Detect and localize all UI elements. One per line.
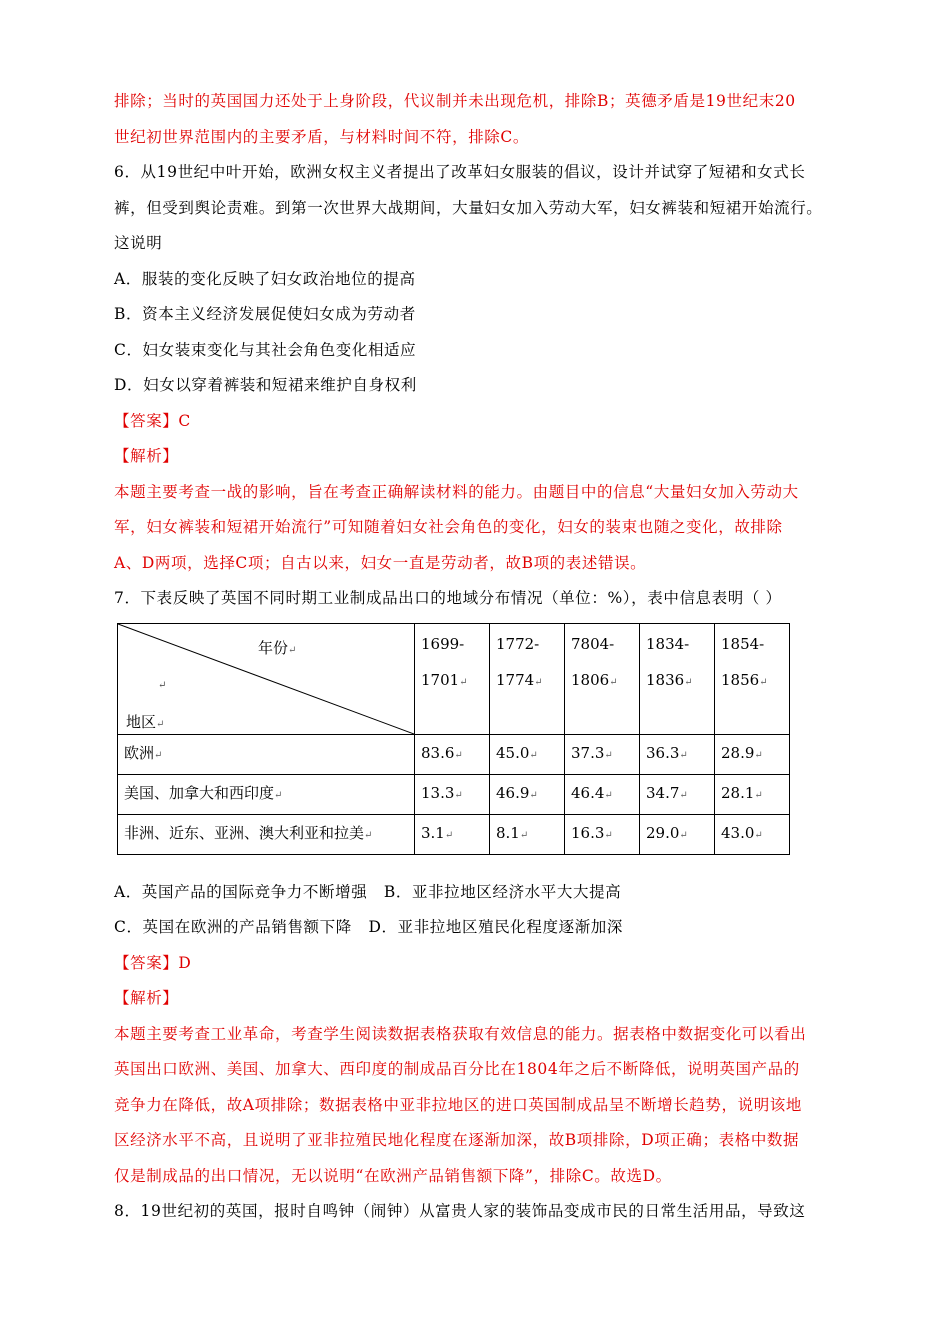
- q6-answer-label: 【答案】: [114, 411, 179, 430]
- q7-analysis-line-1: 本题主要考查工业革命，考查学生阅读数据表格获取有效信息的能力。据表格中数据变化可以看出: [114, 1024, 807, 1043]
- value-cell: 3.1↵: [415, 814, 490, 854]
- table-header-row: [118, 623, 790, 734]
- region-cell: 非洲、近东、亚洲、澳大利亚和拉美↵: [118, 814, 415, 854]
- value-cell: 36.3↵: [640, 734, 715, 774]
- q7-analysis-line-2: 英国出口欧洲、美国、加拿大、西印度的制成品百分比在1804年之后不断降低，说明英国产品的: [114, 1060, 800, 1078]
- region-cell: 美国、加拿大和西印度↵: [118, 774, 415, 814]
- question-6: [114, 155, 844, 581]
- question-8: [114, 1194, 844, 1230]
- export-distribution-table: [117, 623, 790, 855]
- q6-analysis-line-1: 本题主要考查一战的影响，旨在考查正确解读材料的能力。由题目中的信息“大量妇女加入劳动大: [114, 482, 799, 501]
- value-cell: 28.1↵: [715, 774, 790, 814]
- q7-analysis-line-4: 区经济水平不高，且说明了亚非拉殖民地化程度在逐渐加深，故B项排除，D项正确；表格中数据: [114, 1131, 800, 1149]
- q6-stem-line-1: 6．从19世纪中叶开始，欧洲女权主义者提出了改革妇女服装的倡议，设计并试穿了短裙和女式长: [114, 163, 806, 181]
- year-header: 1834- 1836↵: [640, 623, 715, 734]
- q6-stem-line-2: 裤，但受到舆论责难。到第一次世界大战期间，大量妇女加入劳动大军，妇女裤装和短裙开始流行。: [114, 198, 823, 217]
- q6-stem-line-3: 这说明: [114, 234, 163, 252]
- q7-option-b: B．亚非拉地区经济水平大大提高: [383, 882, 622, 901]
- q7-option-d: D．亚非拉地区殖民化程度逐渐加深: [368, 918, 623, 936]
- q7-analysis-line-3: 竞争力在降低，故A项排除；数据表格中亚非拉地区的进口英国制成品呈不断增长趋势，说明该地: [114, 1095, 802, 1114]
- table-row: [118, 774, 790, 814]
- value-cell: 46.9↵: [490, 774, 565, 814]
- q6-option-b: B．资本主义经济发展促使妇女成为劳动者: [114, 305, 416, 323]
- header-year-label: 年份↵: [258, 638, 297, 657]
- q6-answer: [114, 404, 844, 440]
- q7-analysis-label: 【解析】: [114, 989, 179, 1007]
- year-header: 1772- 1774↵: [490, 623, 565, 734]
- region-cell: 欧洲↵: [118, 734, 415, 774]
- q6-option-a: A．服装的变化反映了妇女政治地位的提高: [114, 269, 416, 288]
- value-cell: 8.1↵: [490, 814, 565, 854]
- header-region-label: 地区↵: [126, 712, 165, 731]
- year-header: 1699- 1701↵: [415, 623, 490, 734]
- value-cell: 83.6↵: [415, 734, 490, 774]
- value-cell: 29.0↵: [640, 814, 715, 854]
- q6-analysis-label: 【解析】: [114, 447, 179, 465]
- q6-analysis-line-3: A、D两项，选择C项；自古以来，妇女一直是劳动者，故B项的表述错误。: [114, 553, 647, 572]
- q7-answer-value: D: [178, 953, 192, 972]
- q6-analysis-line-2: 军，妇女裤装和短裙开始流行”可知随着妇女社会角色的变化，妇女的装束也随之变化，故排除: [114, 518, 783, 536]
- q7-stem: 7．下表反映了英国不同时期工业制成品出口的地域分布情况（单位：%），表中信息表明（ ）: [114, 589, 782, 607]
- value-cell: 37.3↵: [565, 734, 640, 774]
- carryover-analysis-line-1: 排除；当时的英国国力还处于上身阶段，代议制并未出现危机，排除B；英德矛盾是19世纪末20: [114, 92, 796, 110]
- value-cell: 46.4↵: [565, 774, 640, 814]
- value-cell: 16.3↵: [565, 814, 640, 854]
- document-page: [114, 84, 844, 1230]
- return-mark: ↵: [158, 679, 167, 691]
- year-header: 7804- 1806↵: [565, 623, 640, 734]
- year-header: 1854- 1856↵: [715, 623, 790, 734]
- q7-option-a: A．英国产品的国际竞争力不断增强: [114, 882, 368, 901]
- q6-option-d: D．妇女以穿着裤装和短裙来维护自身权利: [114, 376, 417, 394]
- q7-options-cd: [114, 910, 844, 946]
- q7-answer: [114, 946, 844, 982]
- value-cell: 28.9↵: [715, 734, 790, 774]
- value-cell: 45.0↵: [490, 734, 565, 774]
- value-cell: 34.7↵: [640, 774, 715, 814]
- question-7: [114, 581, 844, 1194]
- q6-option-c: C．妇女装束变化与其社会角色变化相适应: [114, 340, 417, 359]
- q7-analysis-line-5: 仅是制成品的出口情况，无以说明“在欧洲产品销售额下降”，排除C。故选D。: [114, 1166, 672, 1185]
- value-cell: 13.3↵: [415, 774, 490, 814]
- q8-stem-line-1: 8．19世纪初的英国，报时自鸣钟（闹钟）从富贵人家的装饰品变成市民的日常生活用品，导致这: [114, 1202, 806, 1220]
- q7-options-ab: [114, 875, 844, 911]
- table-row: [118, 734, 790, 774]
- q7-option-c: C．英国在欧洲的产品销售额下降: [114, 918, 352, 936]
- table-corner-header: [118, 623, 415, 734]
- carryover-analysis-line-2: 世纪初世界范围内的主要矛盾，与材料时间不符，排除C。: [114, 127, 529, 146]
- value-cell: 43.0↵: [715, 814, 790, 854]
- q6-answer-value: C: [178, 411, 191, 430]
- table-row: [118, 814, 790, 854]
- q7-answer-label: 【答案】: [114, 953, 179, 972]
